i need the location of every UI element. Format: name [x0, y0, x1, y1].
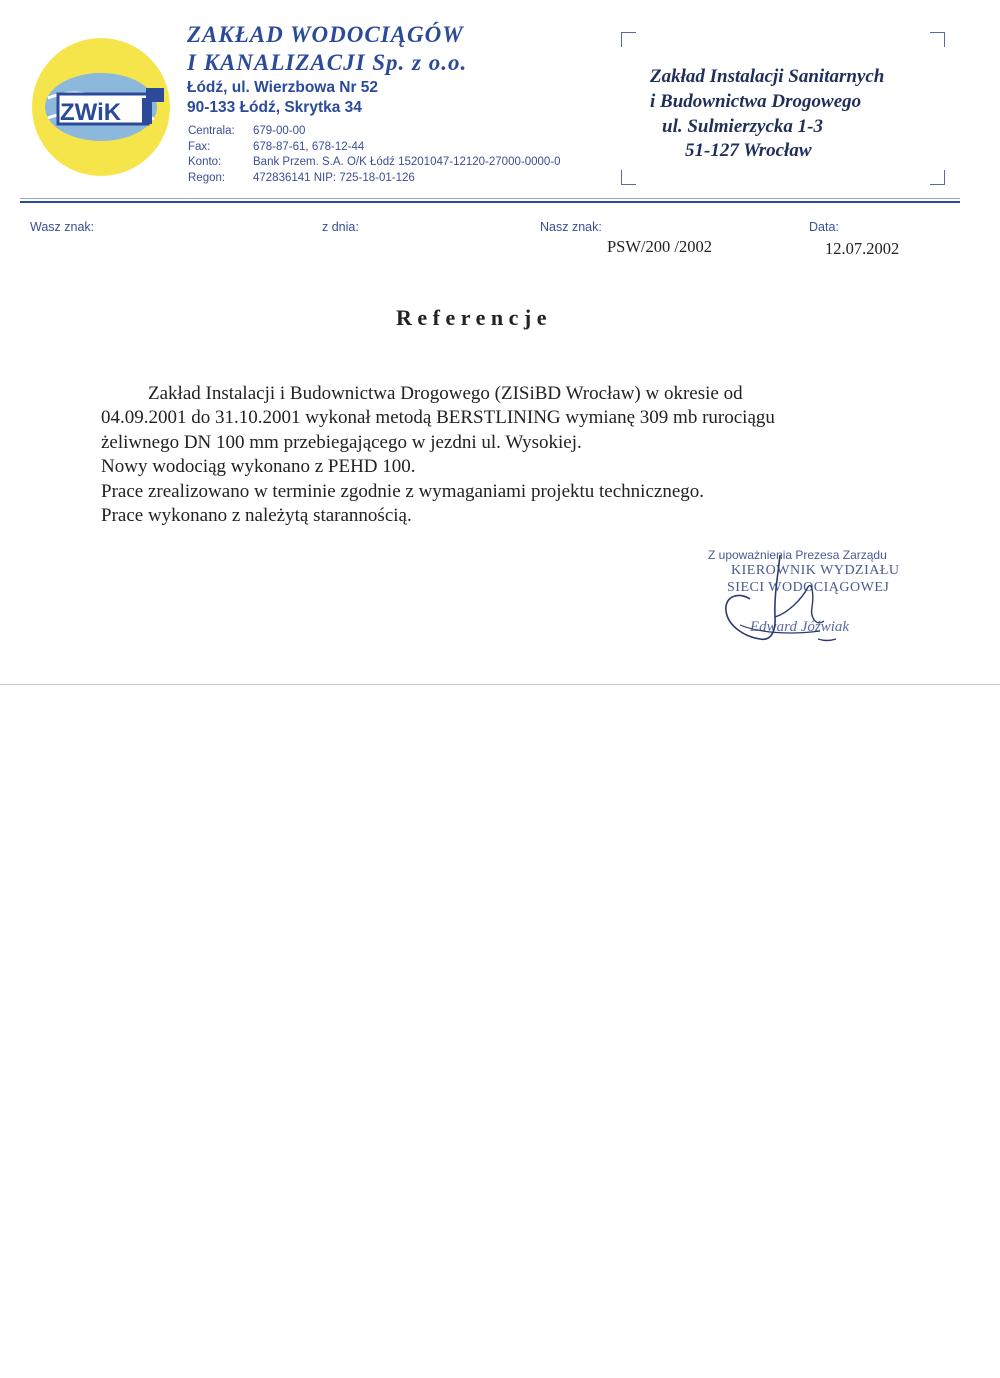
company-name-line1: ZAKŁAD WODOCIĄGÓW	[187, 22, 464, 47]
handwritten-signature	[720, 555, 840, 655]
body-line-3: żeliwnego DN 100 mm przebiegającego w jezdni ul. Wysokiej.	[101, 432, 582, 453]
company-name-line2: I KANALIZACJI Sp. z o.o.	[187, 50, 468, 75]
body-line-4: Nowy wodociąg wykonano z PEHD 100.	[101, 456, 416, 477]
company-logo	[30, 36, 172, 178]
body-line-1: Zakład Instalacji i Budownictwa Drogowego (ZISiBD Wrocław) w okresie od	[148, 383, 743, 404]
recipient-bracket-bottom-right	[930, 170, 945, 185]
company-address-line1: Łódź, ul. Wierzbowa Nr 52	[187, 79, 379, 96]
signature-stamp-line1: KIEROWNIK WYDZIAŁU	[731, 563, 900, 578]
page-bottom-edge	[0, 684, 1000, 685]
recipient-bracket-top-right	[930, 32, 945, 47]
detail-value-fax: 678-87-61, 678-12-44	[253, 141, 365, 153]
body-line-6: Prace wykonano z należytą starannością.	[101, 505, 412, 526]
company-address-line2: 90-133 Łódź, Skrytka 34	[187, 99, 362, 116]
our-ref-value: PSW/200 /2002	[607, 237, 712, 256]
date-label: Data:	[809, 220, 839, 234]
header-divider-thin	[20, 198, 960, 199]
detail-label-centrala: Centrala:	[188, 125, 235, 137]
our-ref-label: Nasz znak:	[540, 220, 602, 234]
body-line-5: Prace zrealizowano w terminie zgodnie z wymaganiami projektu technicznego.	[101, 481, 704, 502]
recipient-bracket-bottom-left	[621, 170, 636, 185]
detail-value-konto: Bank Przem. S.A. O/K Łódź 15201047-12120-27000-0000-0	[253, 156, 561, 168]
signature-name: Edward Jóźwiak	[750, 619, 850, 635]
detail-label-konto: Konto:	[188, 156, 222, 168]
detail-label-regon: Regon:	[188, 172, 226, 184]
detail-value-regon: 472836141 NIP: 725-18-01-126	[253, 172, 415, 184]
detail-label-fax: Fax:	[188, 141, 211, 153]
signature-stamp-line2: SIECI WODOCIĄGOWEJ	[727, 580, 890, 595]
detail-value-centrala: 679-00-00	[253, 125, 306, 137]
recipient-line4: 51-127 Wrocław	[685, 140, 812, 161]
header-divider-thick	[20, 201, 960, 203]
date-value: 12.07.2002	[825, 239, 900, 258]
letter-title: Referencje	[396, 305, 552, 330]
recipient-line3: ul. Sulmierzycka 1-3	[662, 116, 823, 137]
body-line-2: 04.09.2001 do 31.10.2001 wykonał metodą BERSTLINING wymianę 309 mb rurociągu	[101, 407, 775, 428]
recipient-line1: Zakład Instalacji Sanitarnych	[650, 66, 885, 87]
logo-text: ZWiK	[60, 99, 122, 126]
recipient-line2: i Budownictwa Drogowego	[650, 91, 862, 112]
recipient-bracket-top-left	[621, 32, 636, 47]
your-ref-label: Wasz znak:	[30, 220, 95, 234]
date-from-label: z dnia:	[322, 220, 359, 234]
signature-authorization: Z upoważnienia Prezesa Zarządu	[708, 548, 887, 562]
